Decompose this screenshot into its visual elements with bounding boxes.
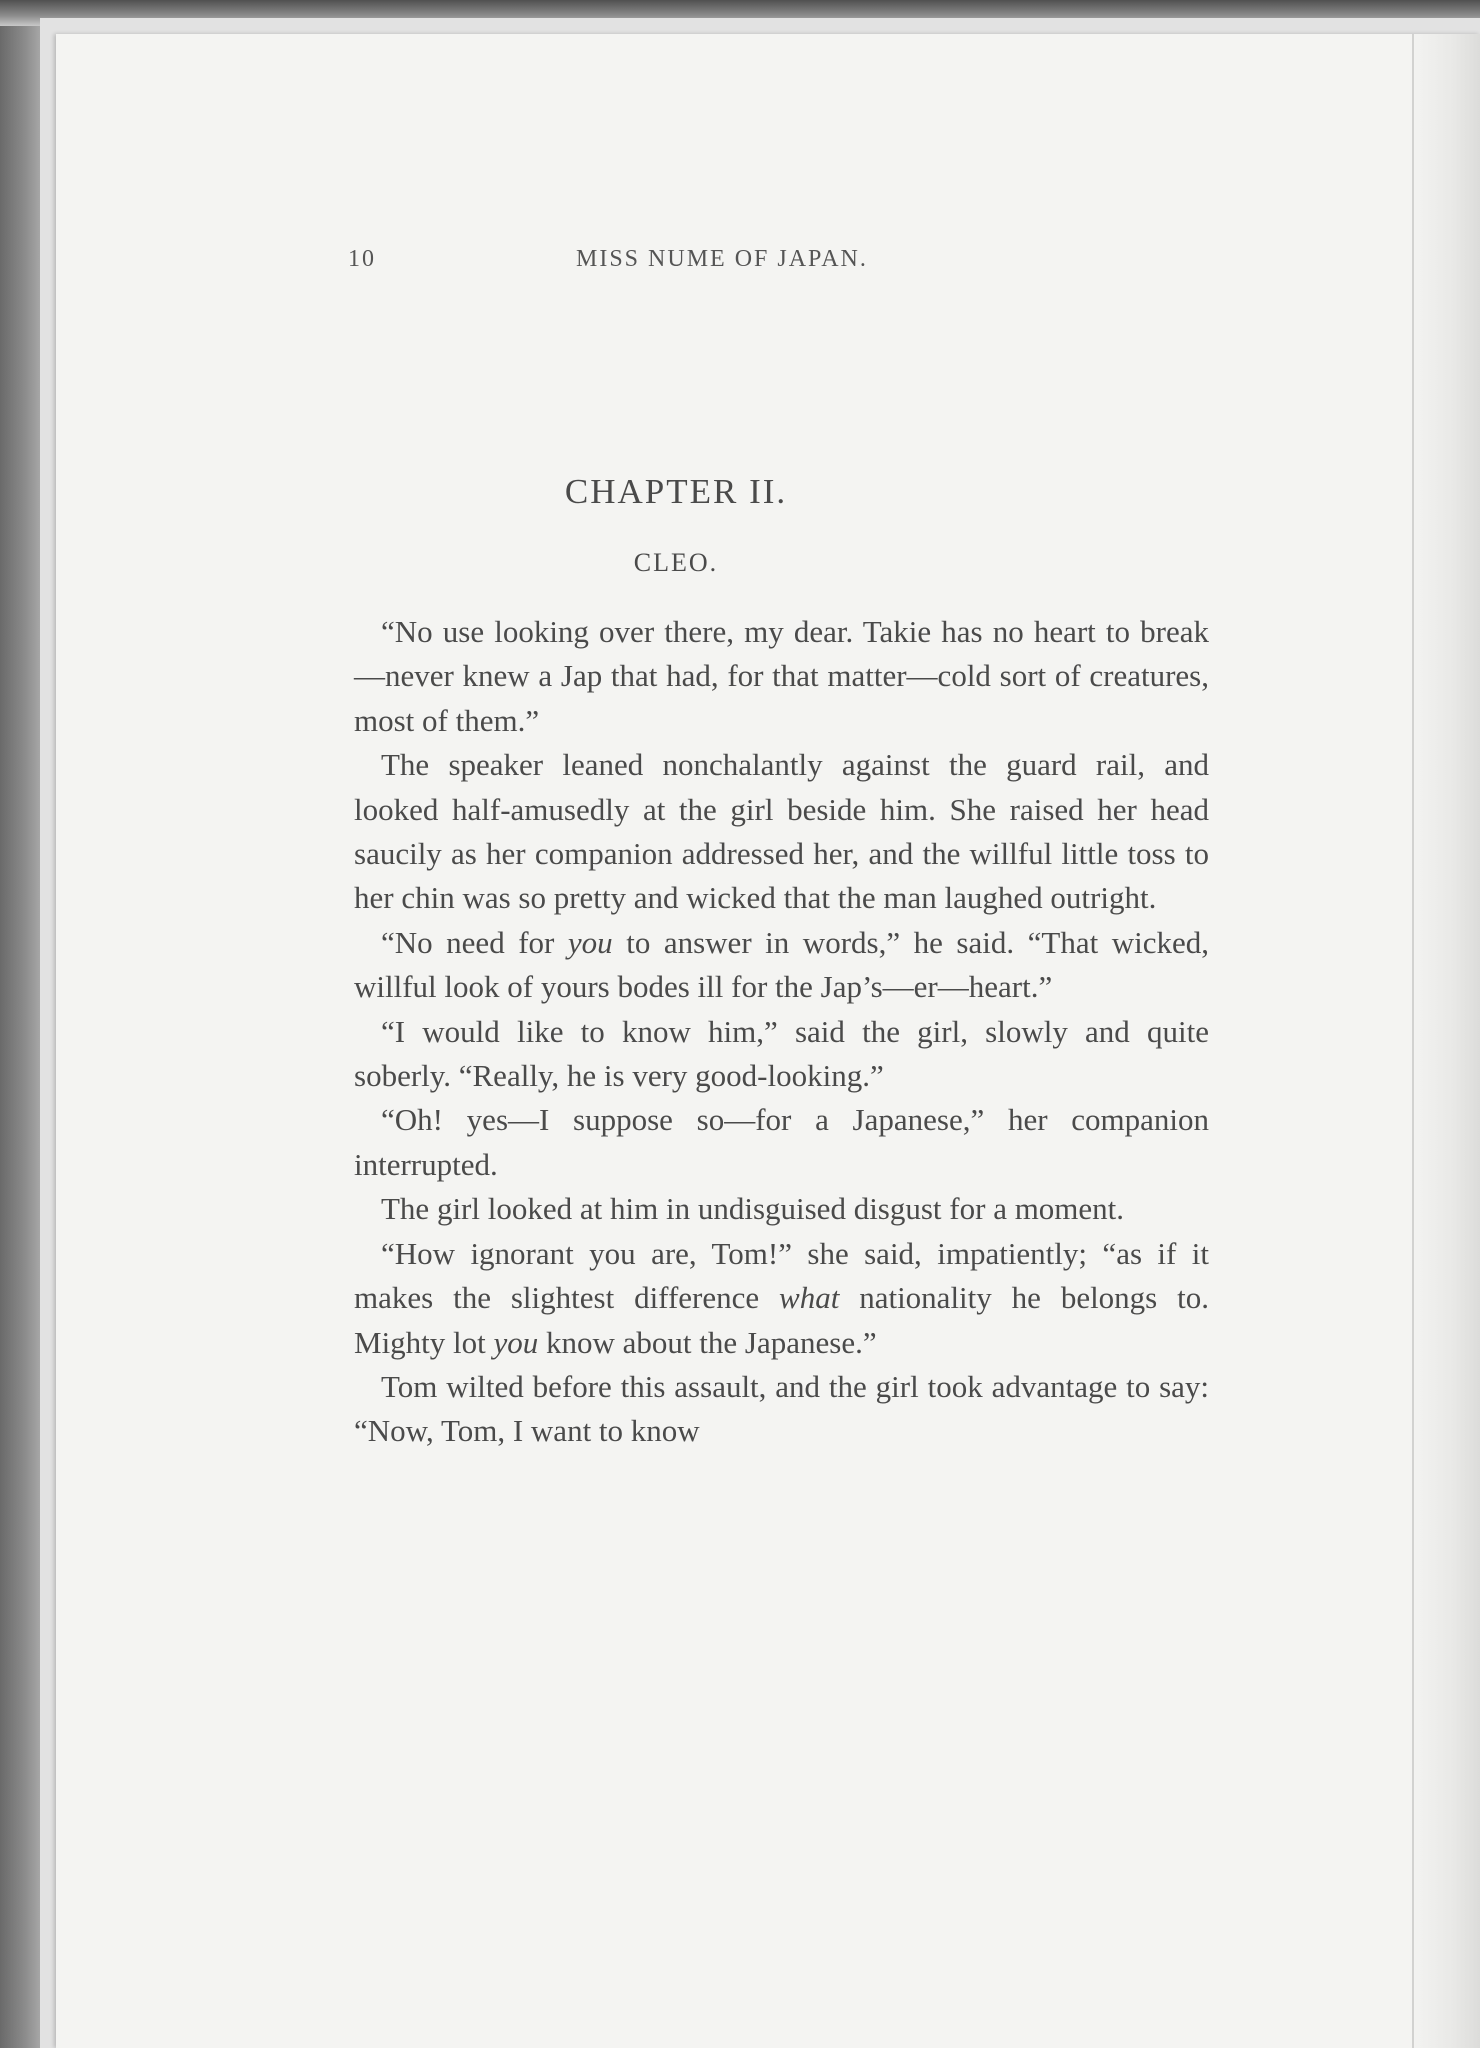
text-run: “How ignorant you are, Tom!” she said, impatiently; “as if it makes the slightest difference xyxy=(354,1235,1209,1316)
italic-word: what xyxy=(779,1280,840,1316)
chapter-body xyxy=(354,610,1209,1454)
paragraph: “Oh! yes—I suppose so—for a Japanese,” her companion interrupted. xyxy=(354,1102,1209,1182)
paragraph: Tom wilted before this assault, and the girl took advantage to say: “Now, Tom, I want to know xyxy=(354,1368,1209,1449)
text-run: nationality he belongs to. Mighty lot xyxy=(354,1280,1209,1360)
paragraph: “I would like to know him,” said the girl, slowly and quite soberly. “Really, he is very good-looking.” xyxy=(354,1013,1209,1094)
paragraph: The girl looked at him in undisguised disgust for a moment. xyxy=(381,1191,1125,1227)
paragraph xyxy=(354,921,1209,1010)
text-run: know about the Japanese.” xyxy=(538,1324,877,1360)
page-number: 10 xyxy=(348,246,376,272)
text-run: “No need for xyxy=(381,924,568,960)
chapter-title: CHAPTER II. xyxy=(564,472,788,511)
page-gutter xyxy=(1410,34,1480,2048)
running-title: MISS NUME OF JAPAN. xyxy=(576,246,868,272)
chapter-subtitle: CLEO. xyxy=(633,548,719,577)
italic-word: you xyxy=(493,1324,539,1360)
italic-word: you xyxy=(567,924,613,960)
paragraph xyxy=(354,1232,1209,1365)
paragraph: “No use looking over there, my dear. Takie has no heart to break—never knew a Jap that had, for that matter—cold sort of creatures, most of them.” xyxy=(354,614,1209,738)
paragraph: The speaker leaned nonchalantly against the guard rail, and looked half-amusedly at the girl beside him. She raised her head saucily as her companion addressed her, and the willful little toss to her chin was so pretty and wicked that the man laughed outright. xyxy=(354,747,1209,916)
text-run: to answer in words,” he said. “That wicked, willful look of yours bodes ill for the Jap’s—er—heart.” xyxy=(354,924,1209,1005)
gutter-fold-line xyxy=(1412,34,1414,2048)
